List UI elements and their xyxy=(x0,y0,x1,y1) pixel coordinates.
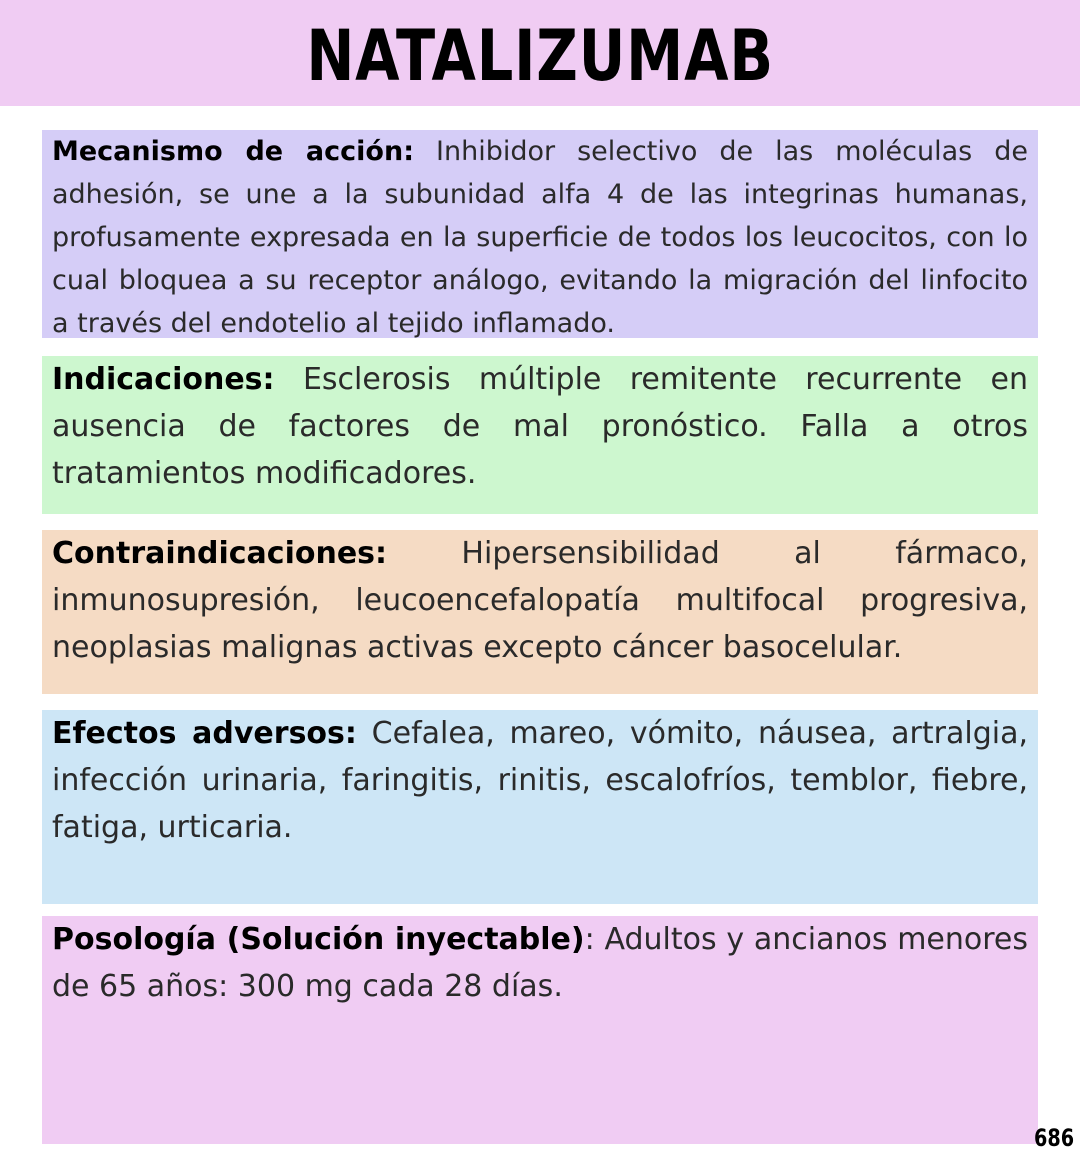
mechanism-text: Inhibidor selectivo de las moléculas de adhesión, se une a la subunidad alfa 4 de las integrinas humanas, profusamente expresada en la superficie de todos los leucocitos, con lo cual bloquea a su receptor análogo, evitando la migración del linfocito a través del endotelio al tejido inflamado. xyxy=(52,136,1028,339)
indications-paragraph xyxy=(52,356,1028,497)
adverse-effects-label: Efectos adversos: xyxy=(52,716,357,751)
indications-text: Esclerosis múltiple remitente recurrente en ausencia de factores de mal pronóstico. Falla a otros tratamientos modificadores. xyxy=(52,362,1028,491)
indications-section xyxy=(42,356,1038,514)
dosage-paragraph xyxy=(52,916,1028,1010)
contraindications-text: Hipersensibilidad al fármaco, inmunosupresión, leucoencefalopatía multifocal progresiva, neoplasias malignas activas excepto cáncer basocelular. xyxy=(52,536,1028,665)
title-banner xyxy=(0,0,1080,106)
mechanism-label: Mecanismo de acción: xyxy=(52,136,414,167)
contraindications-paragraph xyxy=(52,530,1028,671)
contraindications-label: Contraindicaciones: xyxy=(52,536,388,571)
dosage-section xyxy=(42,916,1038,1144)
mechanism-paragraph xyxy=(52,130,1028,345)
contraindications-section xyxy=(42,530,1038,694)
page-number: 686 xyxy=(1033,1124,1074,1152)
dosage-text: : Adultos y ancianos menores de 65 años: 300 mg cada 28 días. xyxy=(52,922,1029,1004)
adverse-effects-text: Cefalea, mareo, vómito, náusea, artralgia, infección urinaria, faringitis, rinitis, escalofríos, temblor, fiebre, fatiga, urticaria. xyxy=(52,716,1028,845)
indications-label: Indicaciones: xyxy=(52,362,275,397)
mechanism-section xyxy=(42,130,1038,338)
page-title: NATALIZUMAB xyxy=(306,15,774,97)
adverse-effects-paragraph xyxy=(52,710,1028,851)
adverse-effects-section xyxy=(42,710,1038,904)
dosage-label: Posología (Solución inyectable) xyxy=(52,922,585,957)
